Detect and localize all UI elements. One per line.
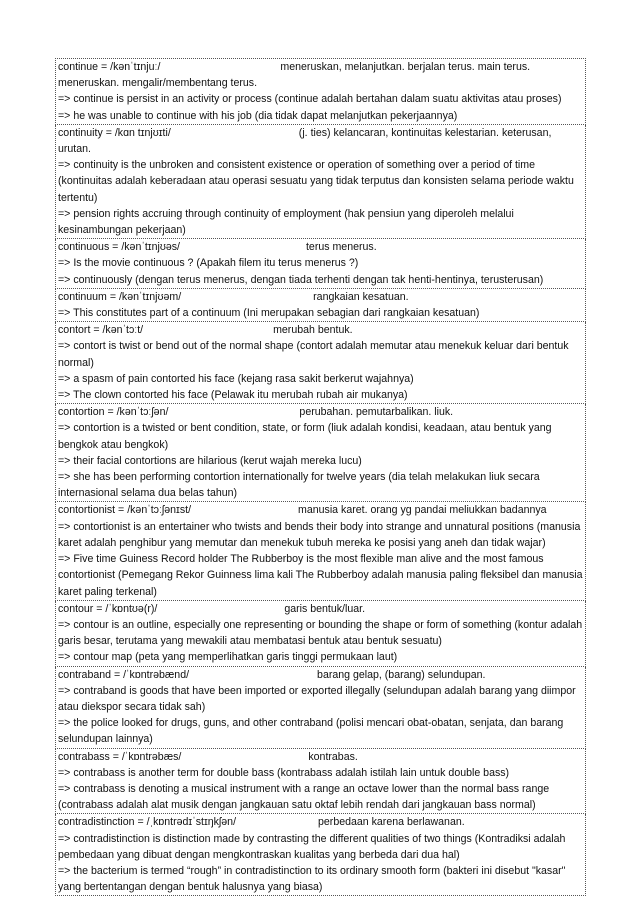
entry-meaning: terus menerus. — [305, 241, 377, 254]
entry-example-line: => contradistinction is distinction made by contrasting the different qualities of two things (Kontradiksi adalah pembedaan yang dibuat dengan mengkontraskan kualitas yang berbeda dari dua hal) — [58, 832, 566, 861]
entry-example-line: => contort is twist or bend out of the normal shape (contort adalah memutar atau menekuk keluar dari bentuk normal) — [58, 340, 569, 369]
entry-example-line: => their facial contortions are hilarious (kerut wajah mereka lucu) — [58, 454, 362, 467]
entry-example-line: => he was unable to continue with his job (dia tidak dapat melanjutkan pekerjaannya) — [58, 109, 458, 122]
entry-meaning: rangkaian kesatuan. — [313, 290, 409, 303]
entry-example-line: => contortion is a twisted or bent condition, state, or form (liuk adalah kondisi, keadaan, atau bentuk yang bengkok atau bengkok) — [58, 422, 552, 451]
entry-headword-line — [58, 239, 583, 255]
entry-headword: contortionist = /kənˈtɔːʃənɪst/ — [58, 504, 192, 517]
entry-headword: contour = /ˈkɒntʊə(r)/ — [58, 602, 158, 615]
entry-headword: continuum = /kənˈtɪnjʊəm/ — [58, 290, 182, 303]
dictionary-entry — [55, 814, 586, 896]
entry-example-line: => contrabass is denoting a musical instrument with a range an octave lower than the normal bass range (contrabass adalah alat musik dengan jangkauan satu oktaf lebih rendah dari jangkauan bass normal) — [58, 782, 550, 812]
entry-meaning: (j. ties) kelancaran, kontinuitas kelestarian. keterusan, urutan. — [58, 126, 552, 156]
entry-example-line: => pension rights accruing through continuity of employment (hak pensiun yang diperoleh melalui kesinambungan pekerjaan) — [58, 207, 514, 237]
entry-example-line: => contortionist is an entertainer who twists and bends their body into strange and unnatural positions (manusia karet adalah penghibur yang memutar dan menekuk tubuh mereka ke posisi yang aneh dan tidak wajar) — [58, 520, 581, 549]
dictionary-entry — [55, 289, 586, 322]
entry-example-line: => contraband is goods that have been imported or exported illegally (selundupan adalah barang yang diimpor atau diekspor secara tidak sah) — [58, 684, 576, 713]
entry-example-line: => contrabass is another term for double bass (kontrabass adalah istilah lain untuk double bass) — [58, 766, 510, 779]
entry-headword-line — [58, 749, 583, 765]
entry-example-line: => The clown contorted his face (Pelawak itu merubah rubah air mukanya) — [58, 389, 408, 402]
dictionary-entry — [55, 125, 586, 239]
entry-headword: continuous = /kənˈtɪnjʊəs/ — [58, 241, 180, 254]
entry-example-line: => a spasm of pain contorted his face (kejang rasa sakit berkerut wajahnya) — [58, 372, 414, 385]
dictionary-entry — [55, 322, 586, 404]
dictionary-entry — [55, 749, 586, 815]
dictionary-entry — [55, 601, 586, 667]
entry-headword: continuity = /kɑn tɪnjʊɪti/ — [58, 126, 171, 139]
entry-example-line: => contour is an outline, especially one representing or bounding the shape or form of something (kontur adalah garis besar, terutama yang mewakili atau membatasi bentuk atau bentuk sesuatu) — [58, 618, 583, 648]
dictionary-entry — [55, 239, 586, 289]
entry-headword: contrabass = /ˈkɒntrəbæs/ — [58, 750, 182, 763]
entry-example-line: => she has been performing contortion internationally for twelve years (dia telah melakukan liuk secara internasional selama dua belas tahun) — [58, 471, 540, 500]
entry-example-line: => continuity is the unbroken and consistent existence or operation of something over a period of time (kontinuitas adalah keberadaan atau operasi sesuatu yang tidak terputus dan konsisten selama periode waktu tertentu) — [58, 159, 574, 204]
entry-headword-line — [58, 289, 583, 305]
entry-meaning: merubah bentuk. — [273, 324, 353, 337]
dictionary-entry — [55, 404, 586, 502]
entry-example-line: => continuously (dengan terus menerus, dengan tiada terhenti dengan tak henti-hentinya, terusterusan) — [58, 273, 544, 286]
entry-example-line: => Is the movie continuous ? (Apakah filem itu terus menerus ?) — [58, 257, 359, 270]
entry-headword-line — [58, 404, 583, 420]
entry-headword: contradistinction = /ˌkɒntrədɪˈstɪŋkʃən/ — [58, 816, 237, 829]
entry-headword: contort = /kənˈtɔːt/ — [58, 324, 144, 337]
entry-headword-line — [58, 502, 583, 518]
entry-example-line: => the police looked for drugs, guns, and other contraband (polisi mencari obat-obatan, senjata, dan barang selundupan lainnya) — [58, 717, 564, 746]
entry-headword-line — [58, 667, 583, 683]
entry-meaning: garis bentuk/luar. — [284, 602, 366, 615]
entry-headword: contraband = /ˈkɒntrəbænd/ — [58, 668, 190, 681]
entry-meaning: barang gelap, (barang) selundupan. — [317, 668, 486, 681]
entry-example-line: => contour map (peta yang memperlihatkan garis tinggi permukaan laut) — [58, 651, 398, 664]
dictionary-entry — [55, 502, 586, 600]
entry-headword: contortion = /kənˈtɔːʃən/ — [58, 406, 169, 419]
entry-meaning: meneruskan, melanjutkan. berjalan terus. main terus. meneruskan. mengalir/membentang terus. — [58, 61, 531, 90]
dictionary-entry — [55, 58, 586, 125]
entry-headword-line — [58, 59, 583, 91]
dictionary-entry — [55, 667, 586, 749]
entry-meaning: manusia karet. orang yg pandai meliukkan badannya — [298, 504, 547, 517]
entry-headword-line — [58, 601, 583, 617]
entry-meaning: perbedaan karena berlawanan. — [318, 816, 465, 829]
dictionary-page — [55, 58, 586, 896]
entry-example-line: => Five time Guiness Record holder The Rubberboy is the most flexible man alive and the most famous contortionist (Pemegang Rekor Guinness lima kali The Rubberboy adalah manusia paling fleksibel dan manusia karet paling terkenal) — [58, 553, 583, 598]
entry-meaning: perubahan. pemutarbalikan. liuk. — [299, 406, 454, 419]
entry-headword-line — [58, 322, 583, 338]
entry-example-line: => continue is persist in an activity or process (continue adalah bertahan dalam suatu aktivitas atau proses) — [58, 93, 562, 106]
entry-headword: continue = /kənˈtɪnjuː/ — [58, 61, 161, 73]
entry-example-line: => This constitutes part of a continuum (Ini merupakan sebagian dari rangkaian kesatuan) — [58, 307, 480, 320]
entry-example-line: => the bacterium is termed “rough” in contradistinction to its ordinary smooth form (bakteri ini disebut "kasar" yang bertentangan dengan bentuk halusnya yang biasa) — [58, 864, 566, 894]
entry-meaning: kontrabas. — [308, 750, 358, 763]
entry-headword-line — [58, 125, 583, 157]
entry-headword-line — [58, 814, 583, 830]
